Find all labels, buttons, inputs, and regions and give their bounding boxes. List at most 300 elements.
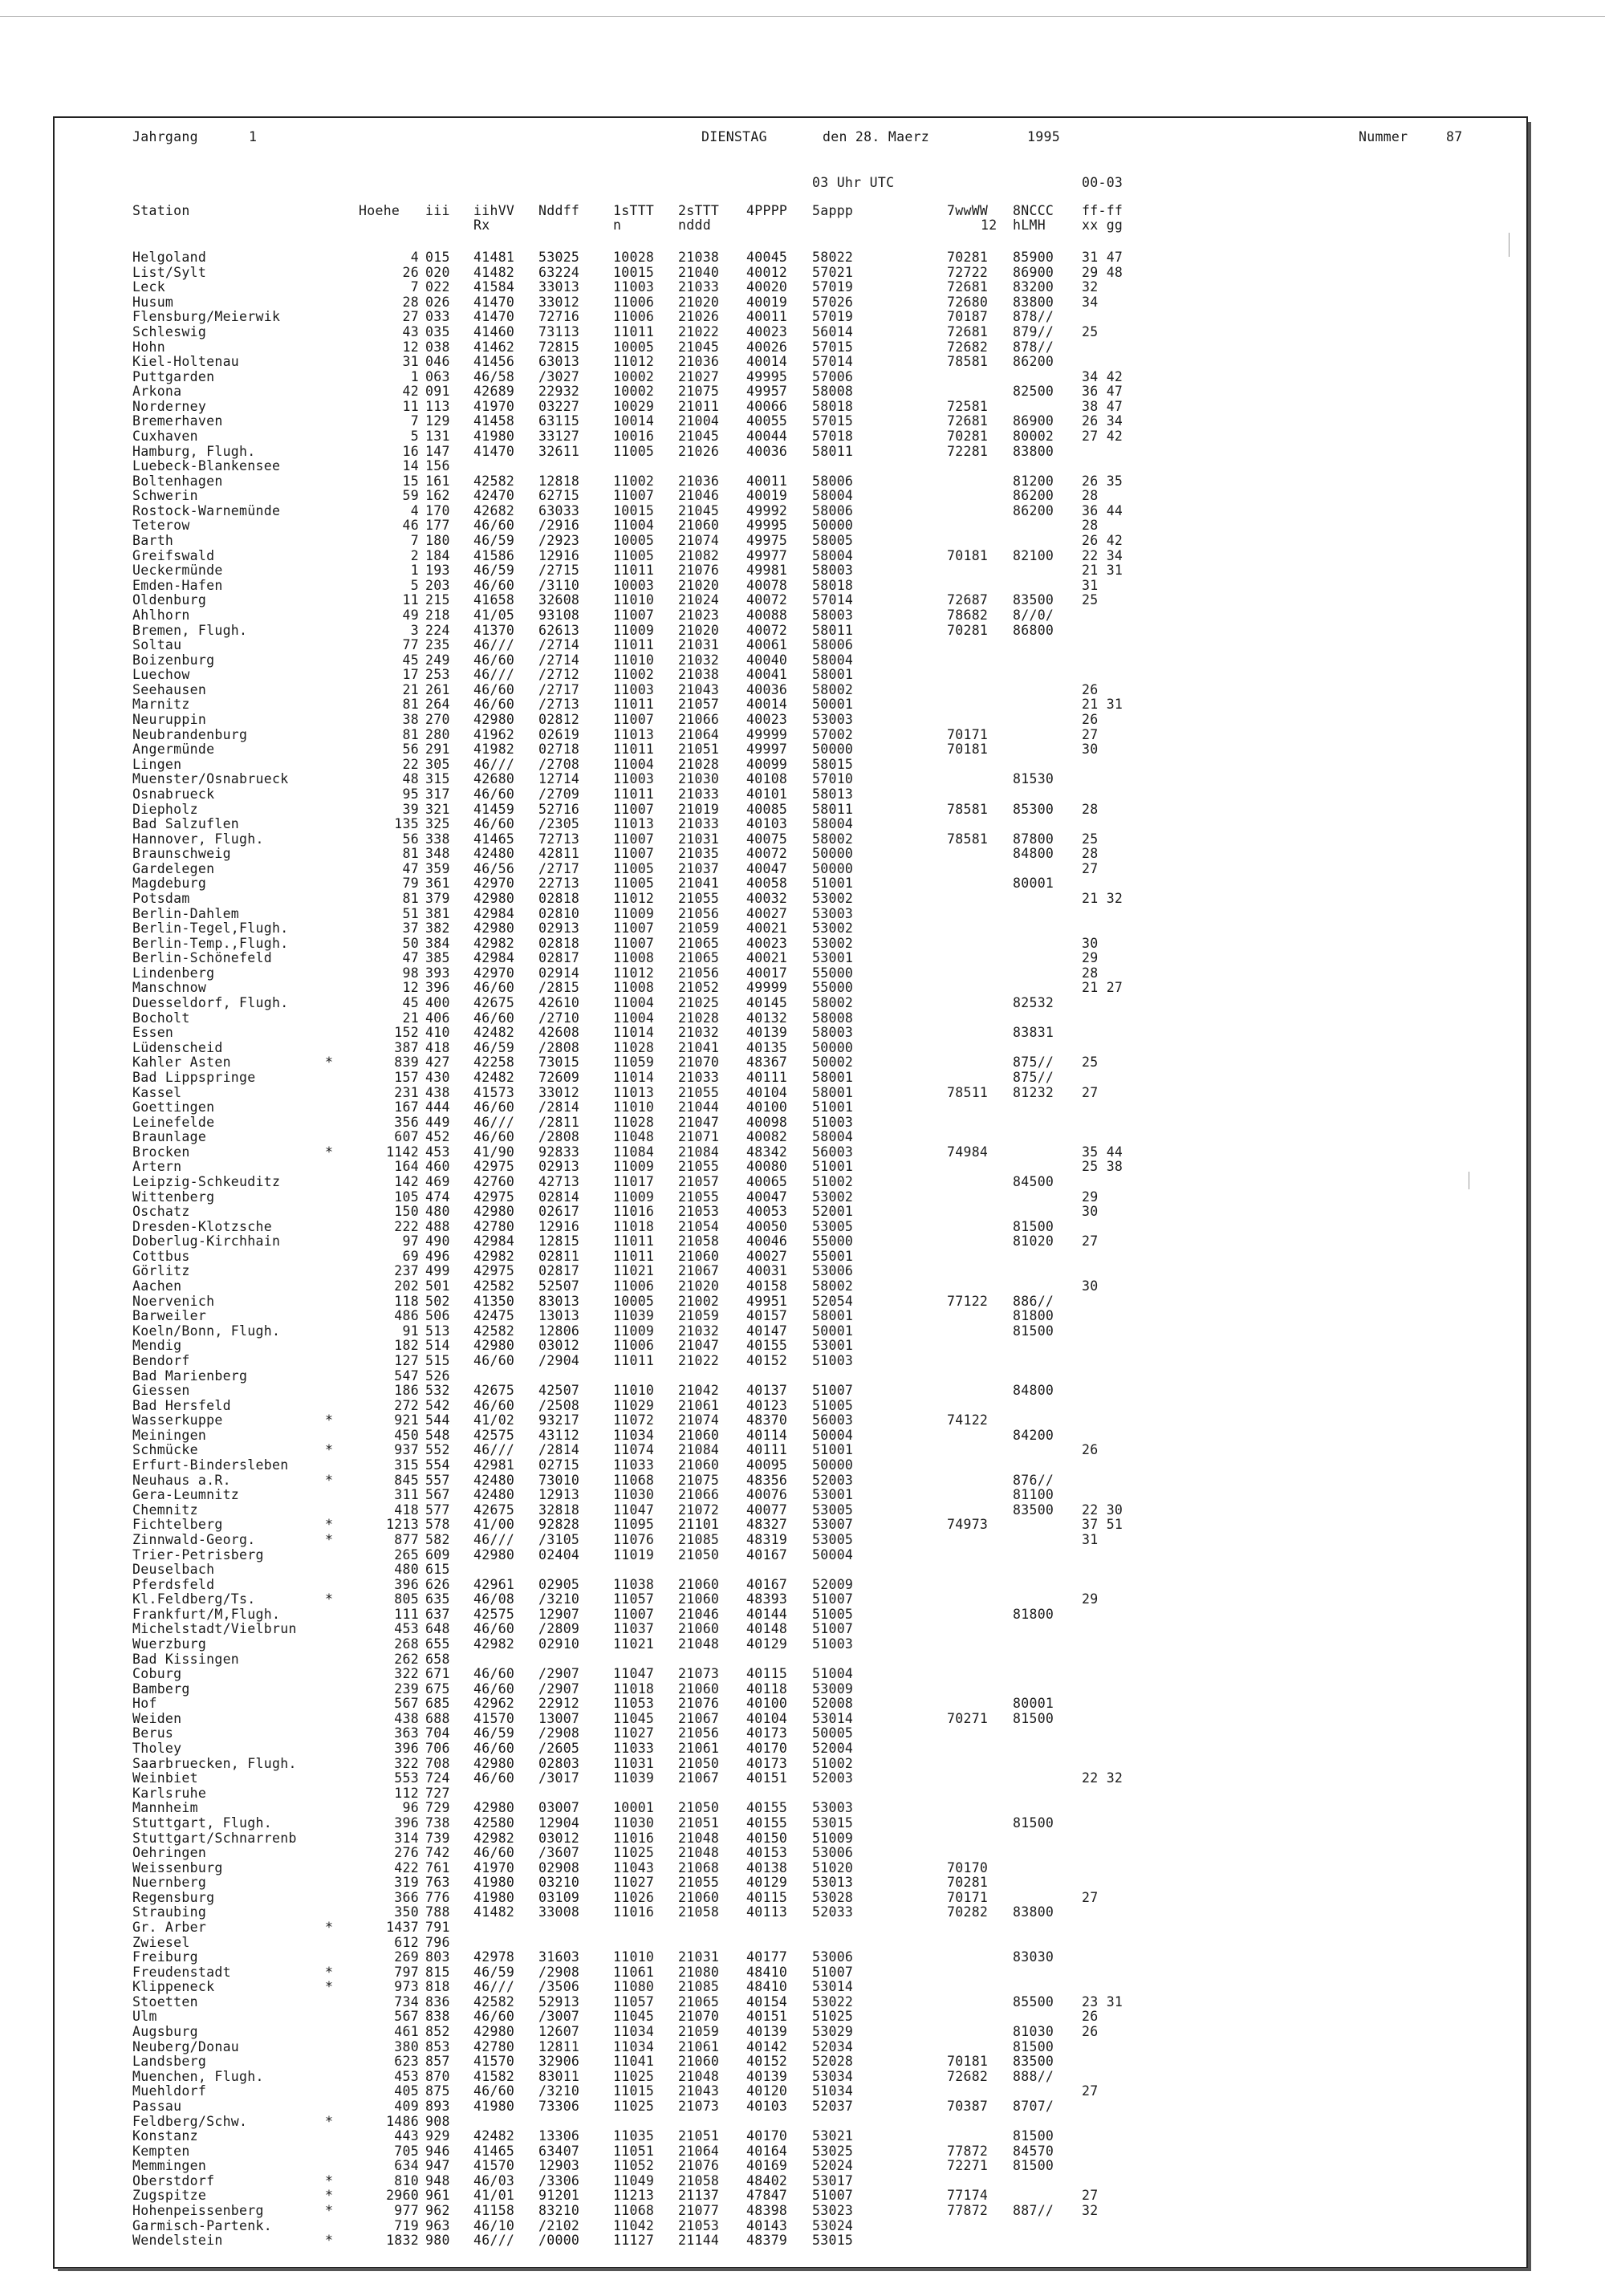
station-name: Norderney	[132, 398, 207, 414]
station-name: Arkona	[132, 384, 182, 400]
station-name: Soltau	[132, 637, 182, 653]
group-ffff: 21 31	[1082, 563, 1124, 579]
group-iihvv: 46/60	[473, 518, 515, 534]
station-name: Regensburg	[132, 1889, 215, 1905]
station-name: Gardelegen	[132, 860, 215, 876]
group-iihvv: 46/59	[473, 1725, 515, 1741]
station-name: Nuernberg	[132, 1875, 207, 1891]
high-altitude-mark: *	[325, 1591, 334, 1607]
group-1sttt: 10015	[613, 502, 655, 518]
group-4pppp: 40099	[746, 756, 788, 772]
group-2sttt: 21080	[678, 1964, 720, 1980]
group-1sttt: 11013	[613, 1084, 655, 1100]
group-5appp: 53015	[812, 1814, 854, 1831]
station-number: 738	[425, 1814, 450, 1831]
station-number: 488	[425, 1218, 450, 1234]
group-2sttt: 21060	[678, 1248, 720, 1264]
group-2sttt: 21020	[678, 577, 720, 593]
group-nddff: /2908	[538, 1964, 580, 1980]
elevation: 77	[402, 637, 419, 653]
group-2sttt: 21026	[678, 309, 720, 325]
group-nddff: /3017	[538, 1770, 580, 1786]
elevation: 418	[394, 1502, 419, 1518]
high-altitude-mark: *	[325, 1442, 334, 1458]
group-5appp: 57002	[812, 726, 854, 742]
group-nddff: 83013	[538, 1293, 580, 1309]
group-nddff: /3306	[538, 2172, 580, 2188]
elevation: 135	[394, 816, 419, 831]
group-iihvv: 41158	[473, 2203, 515, 2218]
group-4pppp: 48319	[746, 1531, 788, 1547]
group-4pppp: 40147	[746, 1323, 788, 1339]
group-5appp: 58005	[812, 533, 854, 548]
station-number: 444	[425, 1099, 450, 1115]
station-name: Fichtelberg	[132, 1517, 223, 1533]
group-iihvv: 46/60	[473, 681, 515, 697]
elevation: 157	[394, 1069, 419, 1085]
high-altitude-mark: *	[325, 1144, 334, 1160]
station-name: Garmisch-Partenk.	[132, 2217, 272, 2233]
station-name: Luechow	[132, 667, 190, 683]
station-number: 291	[425, 742, 450, 758]
elevation: 12	[402, 980, 419, 996]
group-iihvv: 41458	[473, 413, 515, 429]
group-8nccc: 81500	[1013, 2038, 1054, 2054]
group-5appp: 58004	[812, 816, 854, 831]
group-1sttt: 11059	[613, 1055, 655, 1071]
station-name: Karlsruhe	[132, 1785, 207, 1801]
group-nddff: 02715	[538, 1457, 580, 1473]
period: 00-03	[1082, 175, 1124, 190]
elevation: 396	[394, 1741, 419, 1756]
group-1sttt: 11007	[613, 801, 655, 817]
station-number: 215	[425, 592, 450, 608]
station-number: 515	[425, 1352, 450, 1368]
group-iihvv: 46/60	[473, 1397, 515, 1413]
group-4pppp: 40036	[746, 443, 788, 459]
group-iihvv: 42760	[473, 1174, 515, 1189]
group-2sttt: 21056	[678, 1725, 720, 1741]
group-nddff: 03012	[538, 1830, 580, 1846]
station-number: 203	[425, 577, 450, 593]
group-nddff: 13007	[538, 1710, 580, 1726]
group-nddff: 12903	[538, 2158, 580, 2174]
group-nddff: 22912	[538, 1696, 580, 1712]
group-8nccc: 81200	[1013, 473, 1054, 489]
group-2sttt: 21059	[678, 1308, 720, 1324]
group-5appp: 58002	[812, 995, 854, 1010]
group-4pppp: 40072	[746, 622, 788, 638]
group-nddff: 22932	[538, 384, 580, 400]
group-1sttt: 11006	[613, 1338, 655, 1354]
group-nddff: 12714	[538, 771, 580, 787]
station-number: 706	[425, 1741, 450, 1756]
group-4pppp: 40114	[746, 1427, 788, 1443]
group-5appp: 53007	[812, 1517, 854, 1533]
group-2sttt: 21045	[678, 502, 720, 518]
group-1sttt: 10028	[613, 250, 655, 265]
station-name: Wuerzburg	[132, 1636, 207, 1652]
elevation: 322	[394, 1755, 419, 1771]
group-iihvv: 41584	[473, 279, 515, 295]
col-5appp: 5appp	[812, 203, 854, 218]
group-1sttt: 11016	[613, 1830, 655, 1846]
elevation: 127	[394, 1352, 419, 1368]
group-nddff: /2714	[538, 637, 580, 653]
high-altitude-mark: *	[325, 2233, 334, 2249]
station-number: 763	[425, 1875, 450, 1891]
group-2sttt: 21053	[678, 2217, 720, 2233]
group-5appp: 53005	[812, 1502, 854, 1518]
nummer-value: 87	[1446, 129, 1463, 144]
station-name: Wendelstein	[132, 2233, 223, 2249]
elevation: 142	[394, 1174, 419, 1189]
group-1sttt: 11011	[613, 786, 655, 802]
group-1sttt: 11011	[613, 1352, 655, 1368]
group-iihvv: 42978	[473, 1949, 515, 1965]
high-altitude-mark: *	[325, 1472, 334, 1488]
elevation: 409	[394, 2098, 419, 2114]
station-number: 577	[425, 1502, 450, 1518]
group-1sttt: 10005	[613, 533, 655, 548]
elevation: 48	[402, 771, 419, 787]
station-number: 384	[425, 935, 450, 951]
group-5appp: 55000	[812, 980, 854, 996]
group-2sttt: 21053	[678, 1204, 720, 1220]
group-ffff: 27	[1082, 860, 1099, 876]
group-iihvv: 41462	[473, 339, 515, 355]
group-iihvv: 46/59	[473, 1039, 515, 1055]
group-4pppp: 40150	[746, 1830, 788, 1846]
group-iihvv: 46/10	[473, 2217, 515, 2233]
group-nddff: 02910	[538, 1636, 580, 1652]
group-5appp: 51005	[812, 1606, 854, 1622]
group-2sttt: 21077	[678, 2203, 720, 2218]
group-5appp: 53005	[812, 1531, 854, 1547]
high-altitude-mark: *	[325, 1920, 334, 1935]
group-nddff: 33013	[538, 279, 580, 295]
group-1sttt: 11010	[613, 592, 655, 608]
station-number: 791	[425, 1920, 450, 1935]
group-2sttt: 21020	[678, 1278, 720, 1294]
group-8nccc: 887//	[1013, 2203, 1054, 2218]
station-name: Osnabrueck	[132, 786, 215, 802]
group-4pppp: 40139	[746, 1025, 788, 1041]
station-number: 675	[425, 1680, 450, 1697]
group-2sttt: 21070	[678, 1055, 720, 1071]
station-name: Oldenburg	[132, 592, 207, 608]
station-number: 796	[425, 1934, 450, 1950]
elevation: 21	[402, 681, 419, 697]
group-iihvv: 42780	[473, 2038, 515, 2054]
station-number: 626	[425, 1576, 450, 1592]
group-4pppp: 40138	[746, 1859, 788, 1875]
elevation: 231	[394, 1084, 419, 1100]
group-5appp: 51003	[812, 1352, 854, 1368]
group-ffff: 31 47	[1082, 250, 1124, 265]
station-name: Muehldorf	[132, 2083, 207, 2099]
group-nddff: /2814	[538, 1442, 580, 1458]
station-number: 637	[425, 1606, 450, 1622]
group-1sttt: 11049	[613, 2172, 655, 2188]
group-5appp: 53017	[812, 2172, 854, 2188]
station-number: 708	[425, 1755, 450, 1771]
group-4pppp: 40027	[746, 905, 788, 921]
group-5appp: 57019	[812, 279, 854, 295]
group-nddff: 62715	[538, 488, 580, 504]
group-nddff: 12916	[538, 547, 580, 563]
group-1sttt: 11005	[613, 443, 655, 459]
station-number: 688	[425, 1710, 450, 1726]
group-iihvv: 42675	[473, 1502, 515, 1518]
group-5appp: 56014	[812, 323, 854, 339]
group-1sttt: 11028	[613, 1039, 655, 1055]
elevation: 81	[402, 890, 419, 906]
group-1sttt: 11030	[613, 1487, 655, 1503]
elevation: 453	[394, 1621, 419, 1637]
group-4pppp: 48393	[746, 1591, 788, 1607]
group-1sttt: 11047	[613, 1666, 655, 1682]
group-5appp: 53001	[812, 1338, 854, 1354]
elevation: 567	[394, 2009, 419, 2025]
group-ffff: 30	[1082, 1278, 1099, 1294]
group-nddff: 73015	[538, 1055, 580, 1071]
group-1sttt: 11033	[613, 1457, 655, 1473]
group-4pppp: 49951	[746, 1293, 788, 1309]
group-nddff: 52507	[538, 1278, 580, 1294]
group-iihvv: 42675	[473, 1383, 515, 1399]
group-2sttt: 21048	[678, 1830, 720, 1846]
station-number: 452	[425, 1129, 450, 1145]
group-1sttt: 11009	[613, 622, 655, 638]
station-name: Kempten	[132, 2143, 190, 2159]
group-1sttt: 11012	[613, 890, 655, 906]
station-name: Feldberg/Schw.	[132, 2113, 248, 2129]
group-iihvv: 41482	[473, 264, 515, 280]
group-4pppp: 40085	[746, 801, 788, 817]
group-nddff: 22713	[538, 876, 580, 892]
group-nddff: 92833	[538, 1144, 580, 1160]
group-2sttt: 21019	[678, 801, 720, 817]
group-1sttt: 11030	[613, 1814, 655, 1831]
group-2sttt: 21066	[678, 1487, 720, 1503]
group-5appp: 51009	[812, 1830, 854, 1846]
station-number: 557	[425, 1472, 450, 1488]
group-2sttt: 21050	[678, 1755, 720, 1771]
group-iihvv: 41460	[473, 323, 515, 339]
group-nddff: 12913	[538, 1487, 580, 1503]
top-rule	[0, 16, 1605, 17]
station-name: Duesseldorf, Flugh.	[132, 995, 289, 1010]
group-5appp: 58004	[812, 547, 854, 563]
group-4pppp: 40021	[746, 920, 788, 937]
elevation: 363	[394, 1725, 419, 1741]
station-number: 496	[425, 1248, 450, 1264]
group-2sttt: 21054	[678, 1218, 720, 1234]
elevation: 405	[394, 2083, 419, 2099]
group-2sttt: 21082	[678, 547, 720, 563]
group-8nccc: 81500	[1013, 1710, 1054, 1726]
group-2sttt: 21101	[678, 1517, 720, 1533]
group-2sttt: 21073	[678, 1666, 720, 1682]
station-number: 480	[425, 1204, 450, 1220]
group-8nccc: 83030	[1013, 1949, 1054, 1965]
station-number: 396	[425, 980, 450, 996]
group-2sttt: 21036	[678, 473, 720, 489]
group-2sttt: 21050	[678, 1800, 720, 1816]
group-2sttt: 21043	[678, 2083, 720, 2099]
group-1sttt: 11014	[613, 1069, 655, 1085]
group-1sttt: 11034	[613, 2024, 655, 2039]
group-7wwww: 70187	[947, 309, 989, 325]
group-ffff: 29	[1082, 1591, 1099, 1607]
group-1sttt: 10002	[613, 384, 655, 400]
station-name: Stuttgart, Flugh.	[132, 1814, 272, 1831]
group-2sttt: 21060	[678, 518, 720, 534]
station-name: Meiningen	[132, 1427, 207, 1443]
group-2sttt: 21057	[678, 1174, 720, 1189]
group-4pppp: 49997	[746, 742, 788, 758]
group-iihvv: 46/60	[473, 1666, 515, 1682]
station-name: Michelstadt/Vielbrun	[132, 1621, 297, 1637]
elevation: 705	[394, 2143, 419, 2159]
station-name: Kassel	[132, 1084, 182, 1100]
station-name: Coburg	[132, 1666, 182, 1682]
station-name: Neuhaus a.R.	[132, 1472, 231, 1488]
group-iihvv: 42980	[473, 890, 515, 906]
group-4pppp: 40040	[746, 652, 788, 668]
group-8nccc: 83831	[1013, 1025, 1054, 1041]
group-2sttt: 21056	[678, 965, 720, 981]
station-name: Landsberg	[132, 2054, 207, 2070]
group-ffff: 28	[1082, 965, 1099, 981]
station-number: 704	[425, 1725, 450, 1741]
station-name: Straubing	[132, 1904, 207, 1920]
group-nddff: /2102	[538, 2217, 580, 2233]
group-1sttt: 11051	[613, 2143, 655, 2159]
elevation: 262	[394, 1651, 419, 1667]
group-5appp: 52003	[812, 1770, 854, 1786]
station-name: Seehausen	[132, 681, 207, 697]
group-5appp: 58006	[812, 502, 854, 518]
group-4pppp: 40151	[746, 1770, 788, 1786]
group-2sttt: 21055	[678, 890, 720, 906]
elevation: 623	[394, 2054, 419, 2070]
elevation: 1	[410, 368, 419, 384]
group-5appp: 52009	[812, 1576, 854, 1592]
group-iihvv: 41980	[473, 1875, 515, 1891]
group-5appp: 53025	[812, 2143, 854, 2159]
group-7wwww: 77174	[947, 2188, 989, 2204]
group-1sttt: 11052	[613, 2158, 655, 2174]
group-iihvv: 41456	[473, 354, 515, 370]
group-1sttt: 11053	[613, 1696, 655, 1712]
group-nddff: /2708	[538, 756, 580, 772]
station-name: Trier-Petrisberg	[132, 1546, 264, 1562]
elevation: 396	[394, 1814, 419, 1831]
elevation: 921	[394, 1412, 419, 1428]
group-2sttt: 21051	[678, 742, 720, 758]
group-nddff: 02905	[538, 1576, 580, 1592]
station-name: Gera-Leumnitz	[132, 1487, 240, 1503]
group-iihvv: 41481	[473, 250, 515, 265]
elevation: 387	[394, 1039, 419, 1055]
station-number: 554	[425, 1457, 450, 1473]
station-number: 658	[425, 1651, 450, 1667]
group-iihvv: 41/00	[473, 1517, 515, 1533]
group-1sttt: 11011	[613, 697, 655, 713]
group-1sttt: 11041	[613, 2054, 655, 2070]
station-number: 348	[425, 846, 450, 862]
group-4pppp: 40098	[746, 1114, 788, 1130]
group-iihvv: 42984	[473, 1233, 515, 1250]
group-2sttt: 21031	[678, 831, 720, 847]
group-ffff: 26	[1082, 712, 1099, 727]
group-5appp: 53013	[812, 1875, 854, 1891]
station-number: 648	[425, 1621, 450, 1637]
group-1sttt: 10003	[613, 577, 655, 593]
group-5appp: 58022	[812, 250, 854, 265]
elevation: 612	[394, 1934, 419, 1950]
station-number: 317	[425, 786, 450, 802]
group-iihvv: 42980	[473, 1204, 515, 1220]
group-4pppp: 48402	[746, 2172, 788, 2188]
group-5appp: 51001	[812, 876, 854, 892]
group-5appp: 58018	[812, 577, 854, 593]
elevation: 49	[402, 607, 419, 623]
group-8nccc: 81500	[1013, 2158, 1054, 2174]
station-number: 870	[425, 2068, 450, 2084]
group-8nccc: 81030	[1013, 2024, 1054, 2039]
group-5appp: 50000	[812, 860, 854, 876]
group-8nccc: 879//	[1013, 323, 1054, 339]
group-2sttt: 21035	[678, 846, 720, 862]
group-nddff: 63224	[538, 264, 580, 280]
station-number: 162	[425, 488, 450, 504]
group-5appp: 53028	[812, 1889, 854, 1905]
group-iihvv: 46///	[473, 1114, 515, 1130]
group-nddff: 33008	[538, 1904, 580, 1920]
station-number: 261	[425, 681, 450, 697]
group-5appp: 50004	[812, 1427, 854, 1443]
elevation: 1832	[386, 2233, 419, 2249]
station-name: Hohn	[132, 339, 165, 355]
elevation: 28	[402, 294, 419, 310]
elevation: 43	[402, 323, 419, 339]
group-7wwww: 70181	[947, 547, 989, 563]
group-4pppp: 40080	[746, 1159, 788, 1175]
station-number: 091	[425, 384, 450, 400]
group-2sttt: 21022	[678, 1352, 720, 1368]
group-5appp: 50000	[812, 1039, 854, 1055]
group-iihvv: 41470	[473, 309, 515, 325]
group-1sttt: 11016	[613, 1904, 655, 1920]
elevation: 1	[410, 563, 419, 579]
station-name: List/Sylt	[132, 264, 207, 280]
station-name: Berlin-Schönefeld	[132, 950, 272, 966]
station-name: Zugspitze	[132, 2188, 207, 2204]
elevation: 202	[394, 1278, 419, 1294]
group-1sttt: 11080	[613, 1979, 655, 1995]
group-ffff: 32	[1082, 279, 1099, 295]
elevation: 112	[394, 1785, 419, 1801]
station-name: Frankfurt/M,Flugh.	[132, 1606, 281, 1622]
group-4pppp: 40017	[746, 965, 788, 981]
group-8nccc: 81530	[1013, 771, 1054, 787]
station-name: Saarbruecken, Flugh.	[132, 1755, 297, 1771]
group-8nccc: 86900	[1013, 413, 1054, 429]
elevation: 269	[394, 1949, 419, 1965]
